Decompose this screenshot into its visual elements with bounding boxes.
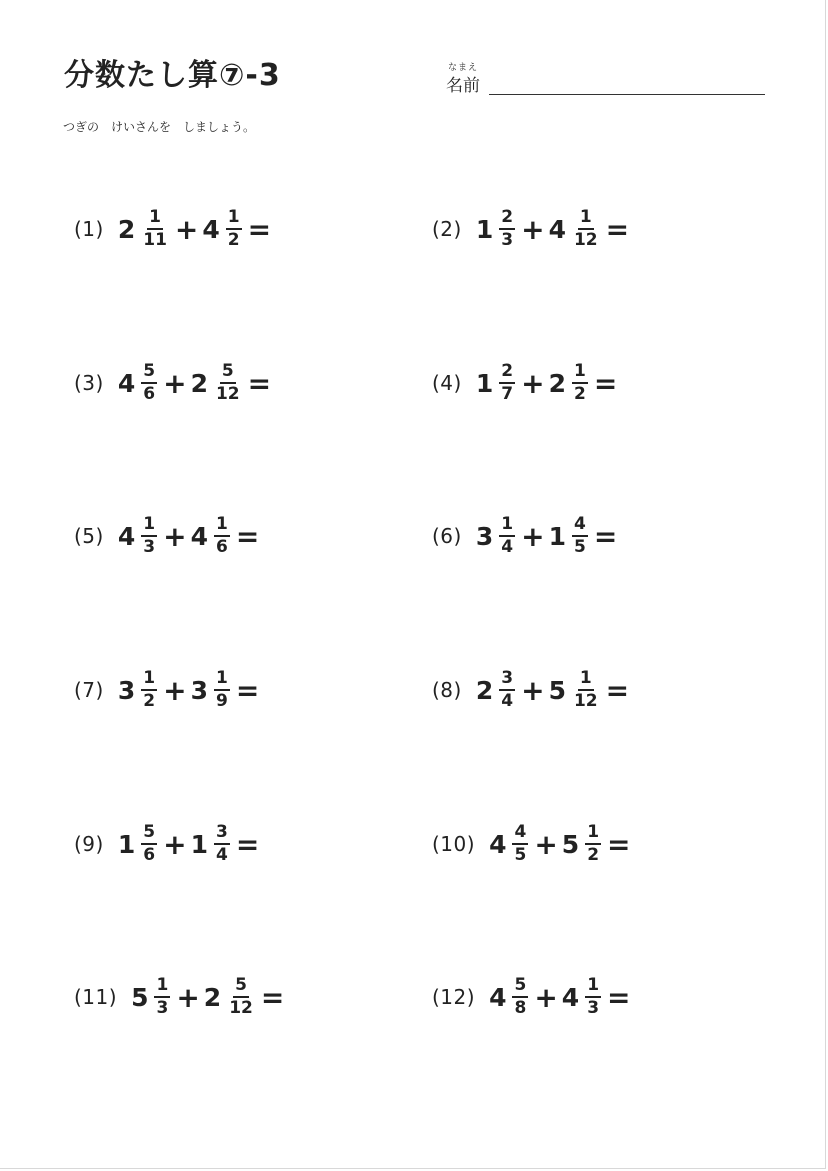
plus-sign: +: [163, 827, 187, 861]
problem-number: (8): [432, 678, 462, 702]
fraction: [214, 669, 230, 711]
fraction: [572, 669, 600, 711]
mixed-number: [191, 515, 230, 557]
fraction: [141, 669, 157, 711]
fraction: [141, 515, 157, 557]
fraction: [499, 669, 515, 711]
problem-number: (5): [74, 524, 104, 548]
numerator: 1: [585, 976, 601, 998]
numerator: 5: [141, 362, 157, 384]
problem-number: (4): [432, 371, 462, 395]
mixed-number: [562, 976, 601, 1018]
equals-sign: =: [247, 212, 272, 246]
whole-part: 3: [475, 521, 494, 551]
mixed-number: [549, 515, 588, 557]
denominator: 4: [501, 537, 514, 557]
problem-number: (1): [74, 217, 104, 241]
problem-number: (10): [432, 832, 476, 856]
whole-part: 2: [548, 368, 566, 398]
equals-sign: =: [260, 980, 285, 1014]
problem-number: (12): [432, 985, 476, 1009]
fraction: [226, 208, 242, 250]
mixed-number: [476, 669, 515, 711]
mixed-number: [476, 362, 515, 404]
problem-9: [74, 819, 259, 869]
denominator: 2: [143, 691, 156, 711]
mixed-number: [549, 362, 588, 404]
whole-part: 5: [561, 829, 580, 859]
plus-sign: +: [521, 212, 545, 246]
denominator: 8: [514, 998, 527, 1018]
mixed-number: [476, 515, 515, 557]
denominator: 2: [573, 384, 586, 404]
whole-part: 4: [489, 982, 507, 1012]
mixed-number: [118, 362, 157, 404]
numerator: 5: [220, 362, 236, 384]
problem-6: [432, 511, 617, 561]
equals-sign: =: [605, 673, 630, 707]
fraction: [154, 976, 170, 1018]
whole-part: 4: [561, 982, 580, 1012]
denominator: 6: [143, 845, 156, 865]
denominator: 12: [573, 691, 598, 711]
problem-5: [74, 511, 259, 561]
denominator: 12: [573, 230, 598, 250]
fraction: [572, 362, 588, 404]
fraction: [585, 976, 601, 1018]
plus-sign: +: [163, 366, 187, 400]
whole-part: 4: [202, 214, 220, 244]
fraction: [499, 208, 515, 250]
whole-part: 1: [117, 829, 136, 859]
equals-sign: =: [593, 366, 618, 400]
mixed-number: [476, 208, 515, 250]
problem-8: [432, 665, 629, 715]
numerator: 4: [572, 515, 588, 537]
numerator: 5: [233, 976, 249, 998]
equals-sign: =: [235, 827, 260, 861]
denominator: 12: [215, 384, 240, 404]
mixed-number: [191, 362, 242, 404]
name-write-line[interactable]: [489, 94, 765, 95]
whole-part: 2: [475, 675, 494, 705]
problem-number: (7): [74, 678, 104, 702]
mixed-number: [202, 208, 241, 250]
problem-1: [74, 204, 271, 254]
denominator: 9: [215, 691, 228, 711]
name-field: [446, 60, 766, 100]
fraction: [141, 208, 169, 250]
equals-sign: =: [607, 827, 631, 861]
plus-sign: +: [521, 519, 545, 553]
whole-part: 4: [548, 214, 566, 244]
mixed-number: [118, 515, 157, 557]
denominator: 7: [501, 384, 514, 404]
instruction-text: つぎの けいさんを しましょう。: [63, 120, 256, 134]
fraction: [227, 976, 255, 1018]
problem-4: [432, 358, 617, 408]
numerator: 1: [585, 823, 601, 845]
mixed-number: [118, 208, 169, 250]
worksheet-title: 分数たし算⑦-3: [64, 58, 281, 93]
whole-part: 2: [203, 982, 222, 1012]
numerator: 1: [572, 362, 588, 384]
fraction: [572, 515, 588, 557]
whole-part: 1: [475, 214, 494, 244]
problem-number: (9): [74, 832, 104, 856]
fraction: [141, 362, 157, 404]
equals-sign: =: [247, 366, 272, 400]
denominator: 2: [587, 845, 600, 865]
numerator: 1: [141, 669, 157, 691]
fraction: [141, 823, 157, 865]
plus-sign: +: [521, 673, 545, 707]
whole-part: 4: [489, 829, 507, 859]
equals-sign: =: [607, 980, 631, 1014]
denominator: 12: [229, 998, 253, 1018]
plus-sign: +: [534, 827, 558, 861]
problem-7: [74, 665, 259, 715]
name-label: 名前: [446, 76, 480, 96]
numerator: 3: [499, 669, 515, 691]
whole-part: 5: [548, 675, 566, 705]
fraction: [585, 823, 601, 865]
whole-part: 2: [117, 214, 136, 244]
mixed-number: [204, 976, 255, 1018]
problem-12: [432, 972, 631, 1022]
denominator: 3: [143, 537, 156, 557]
numerator: 4: [512, 823, 528, 845]
whole-part: 1: [190, 829, 208, 859]
numerator: 1: [499, 515, 515, 537]
denominator: 3: [587, 998, 600, 1018]
plus-sign: +: [176, 980, 200, 1014]
equals-sign: =: [235, 673, 260, 707]
numerator: 1: [578, 208, 594, 230]
numerator: 3: [214, 823, 230, 845]
numerator: 1: [154, 976, 170, 998]
numerator: 1: [578, 669, 594, 691]
name-ruby: なまえ: [448, 63, 479, 73]
numerator: 2: [499, 208, 515, 230]
problem-10: [432, 819, 631, 869]
plus-sign: +: [163, 673, 187, 707]
numerator: 5: [512, 976, 528, 998]
problem-number: (3): [74, 371, 104, 395]
denominator: 3: [156, 998, 169, 1018]
problem-11: [74, 972, 284, 1022]
denominator: 4: [501, 691, 514, 711]
whole-part: 2: [190, 368, 208, 398]
mixed-number: [562, 823, 601, 865]
plus-sign: +: [163, 519, 187, 553]
mixed-number: [549, 208, 600, 250]
mixed-number: [191, 823, 230, 865]
mixed-number: [191, 669, 230, 711]
mixed-number: [118, 823, 157, 865]
whole-part: 3: [190, 675, 208, 705]
denominator: 2: [227, 230, 240, 250]
equals-sign: =: [605, 212, 630, 246]
fraction: [214, 362, 242, 404]
whole-part: 3: [117, 675, 136, 705]
denominator: 5: [573, 537, 586, 557]
mixed-number: [489, 976, 528, 1018]
problem-number: (6): [432, 524, 462, 548]
plus-sign: +: [521, 366, 545, 400]
numerator: 1: [147, 208, 163, 230]
whole-part: 4: [190, 521, 208, 551]
denominator: 6: [215, 537, 228, 557]
fraction: [499, 362, 515, 404]
fraction: [499, 515, 515, 557]
problem-number: (11): [74, 985, 118, 1009]
fraction: [572, 208, 600, 250]
denominator: 11: [143, 230, 167, 250]
problem-3: [74, 358, 271, 408]
fraction: [512, 976, 528, 1018]
mixed-number: [489, 823, 528, 865]
numerator: 1: [226, 208, 242, 230]
numerator: 5: [141, 823, 157, 845]
numerator: 1: [214, 669, 230, 691]
whole-part: 5: [131, 982, 149, 1012]
whole-part: 1: [475, 368, 494, 398]
numerator: 1: [214, 515, 230, 537]
fraction: [214, 515, 230, 557]
fraction: [214, 823, 230, 865]
problem-2: [432, 204, 629, 254]
whole-part: 4: [117, 521, 136, 551]
whole-part: 4: [117, 368, 136, 398]
fraction: [512, 823, 528, 865]
whole-part: 1: [548, 521, 566, 551]
equals-sign: =: [235, 519, 260, 553]
plus-sign: +: [534, 980, 558, 1014]
problem-number: (2): [432, 217, 462, 241]
equals-sign: =: [593, 519, 618, 553]
numerator: 1: [141, 515, 157, 537]
mixed-number: [118, 669, 157, 711]
denominator: 5: [514, 845, 527, 865]
mixed-number: [549, 669, 600, 711]
mixed-number: [131, 976, 170, 1018]
denominator: 4: [215, 845, 228, 865]
denominator: 3: [501, 230, 514, 250]
plus-sign: +: [174, 212, 199, 246]
denominator: 6: [143, 384, 156, 404]
numerator: 2: [499, 362, 515, 384]
